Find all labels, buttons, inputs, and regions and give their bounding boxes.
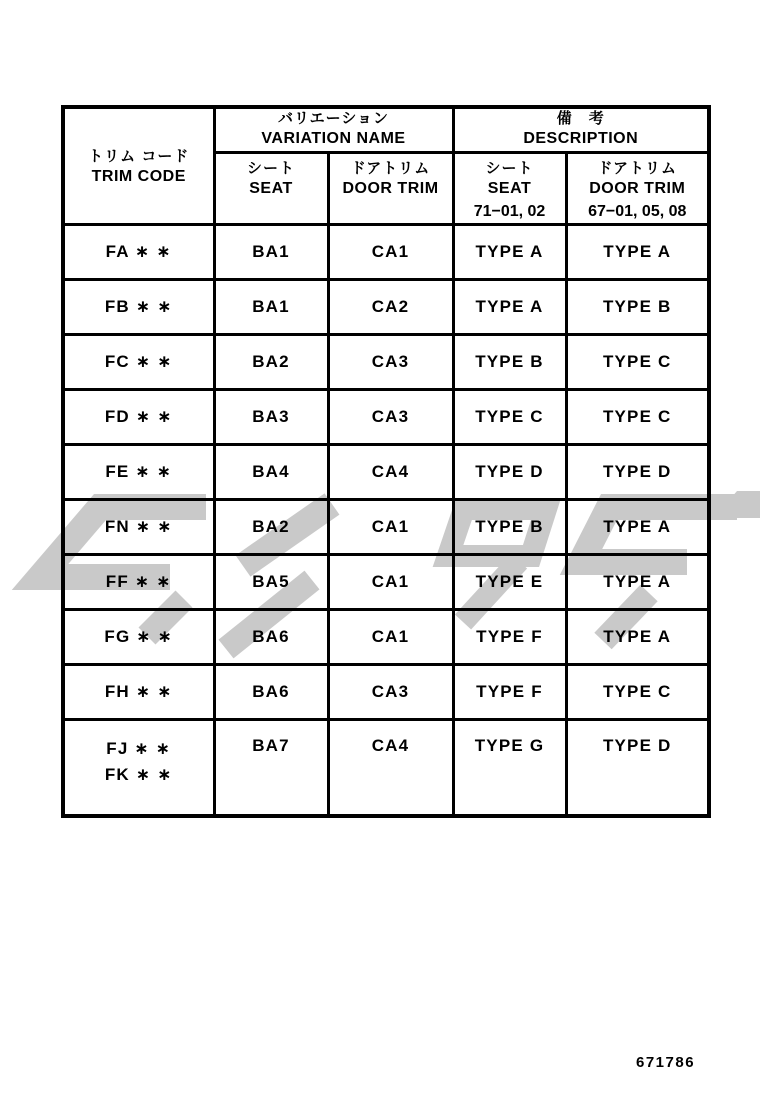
table-row [63,720,709,817]
cell-desc-door-trim: TYPE A [566,500,709,555]
subheader-seat-variation [214,153,328,225]
table-row [63,555,709,610]
subheader-door-trim-variation [328,153,453,225]
cell-desc-seat: TYPE F [453,665,566,720]
header-trim-code-en: TRIM CODE [91,167,186,185]
cell-trim-code [63,225,214,280]
cell-seat: BA1 [214,225,328,280]
cell-desc-seat: TYPE C [453,390,566,445]
trim-code-value: FJ ∗ ∗ [106,739,172,758]
cell-trim-code [63,720,214,817]
cell-trim-code [63,390,214,445]
cell-trim-code [63,555,214,610]
cell-desc-seat: TYPE D [453,445,566,500]
subheader-seat-description-range: 71−01, 02 [473,203,546,220]
table-row [63,500,709,555]
trim-code-value: FF ∗ ∗ [105,572,172,591]
cell-desc-seat: TYPE F [453,610,566,665]
subheader-seat-description-jp: シート [485,160,534,177]
table-row [63,335,709,390]
cell-seat: BA5 [214,555,328,610]
trim-code-value-2: FK ∗ ∗ [104,765,173,784]
table-row [63,445,709,500]
cell-desc-door-trim: TYPE C [566,390,709,445]
watermark-edge-piece [714,491,760,518]
header-description-en: DESCRIPTION [523,130,639,147]
cell-desc-door-trim: TYPE C [566,665,709,720]
subheader-seat-variation-en: SEAT [249,180,293,197]
cell-door-trim: CA1 [328,555,453,610]
trim-code-value: FA ∗ ∗ [105,242,172,261]
cell-door-trim: CA1 [328,500,453,555]
cell-trim-code [63,280,214,335]
table-row [63,225,709,280]
cell-desc-door-trim: TYPE B [566,280,709,335]
cell-seat: BA4 [214,445,328,500]
trim-code-value: FN ∗ ∗ [104,517,173,536]
cell-desc-door-trim: TYPE A [566,225,709,280]
subheader-seat-description [453,153,566,225]
trim-code-value: FB ∗ ∗ [104,297,173,316]
cell-door-trim: CA3 [328,335,453,390]
cell-desc-door-trim: TYPE C [566,335,709,390]
cell-trim-code [63,335,214,390]
cell-seat: BA7 [214,720,328,817]
cell-desc-seat: TYPE B [453,335,566,390]
subheader-seat-description-en: SEAT [487,180,532,197]
subheader-door-trim-description-range: 67−01, 05, 08 [588,203,687,220]
cell-desc-seat: TYPE A [453,280,566,335]
cell-door-trim: CA4 [328,720,453,817]
cell-trim-code [63,610,214,665]
trim-code-value: FD ∗ ∗ [104,407,173,426]
cell-desc-seat: TYPE B [453,500,566,555]
cell-seat: BA6 [214,665,328,720]
trim-code-table [61,105,711,818]
cell-door-trim: CA4 [328,445,453,500]
cell-door-trim: CA2 [328,280,453,335]
cell-door-trim: CA3 [328,390,453,445]
trim-code-value: FH ∗ ∗ [104,682,173,701]
cell-desc-door-trim: TYPE A [566,610,709,665]
page-number: 671786 [636,1054,696,1071]
cell-seat: BA1 [214,280,328,335]
header-description-jp: 備 考 [556,110,605,127]
header-variation-jp: バリエーション [277,110,390,127]
subheader-door-trim-description-en: DOOR TRIM [589,180,686,197]
cell-desc-seat: TYPE G [453,720,566,817]
table-row [63,390,709,445]
cell-seat: BA2 [214,500,328,555]
header-variation-name [214,107,453,153]
cell-desc-seat: TYPE E [453,555,566,610]
table-row [63,280,709,335]
cell-door-trim: CA3 [328,665,453,720]
cell-desc-door-trim: TYPE D [566,720,709,817]
trim-code-value: FC ∗ ∗ [104,352,173,371]
trim-code-value: FE ∗ ∗ [105,462,173,481]
header-group-row [63,107,709,153]
cell-desc-door-trim: TYPE A [566,555,709,610]
cell-desc-door-trim: TYPE D [566,445,709,500]
header-description [453,107,709,153]
header-trim-code [63,107,214,225]
subheader-seat-variation-jp: シート [246,160,295,177]
cell-seat: BA2 [214,335,328,390]
cell-seat: BA6 [214,610,328,665]
table-row [63,665,709,720]
header-trim-code-jp: トリム コード [88,147,190,165]
cell-trim-code [63,445,214,500]
cell-door-trim: CA1 [328,610,453,665]
header-variation-en: VARIATION NAME [261,130,406,147]
subheader-door-trim-variation-jp: ドアトリム [350,160,431,177]
cell-trim-code [63,500,214,555]
subheader-door-trim-description-jp: ドアトリム [597,160,678,177]
subheader-door-trim-description [566,153,709,225]
cell-desc-seat: TYPE A [453,225,566,280]
cell-door-trim: CA1 [328,225,453,280]
subheader-door-trim-variation-en: DOOR TRIM [342,180,439,197]
trim-code-value: FG ∗ ∗ [104,627,174,646]
table-row [63,610,709,665]
cell-trim-code [63,665,214,720]
cell-seat: BA3 [214,390,328,445]
